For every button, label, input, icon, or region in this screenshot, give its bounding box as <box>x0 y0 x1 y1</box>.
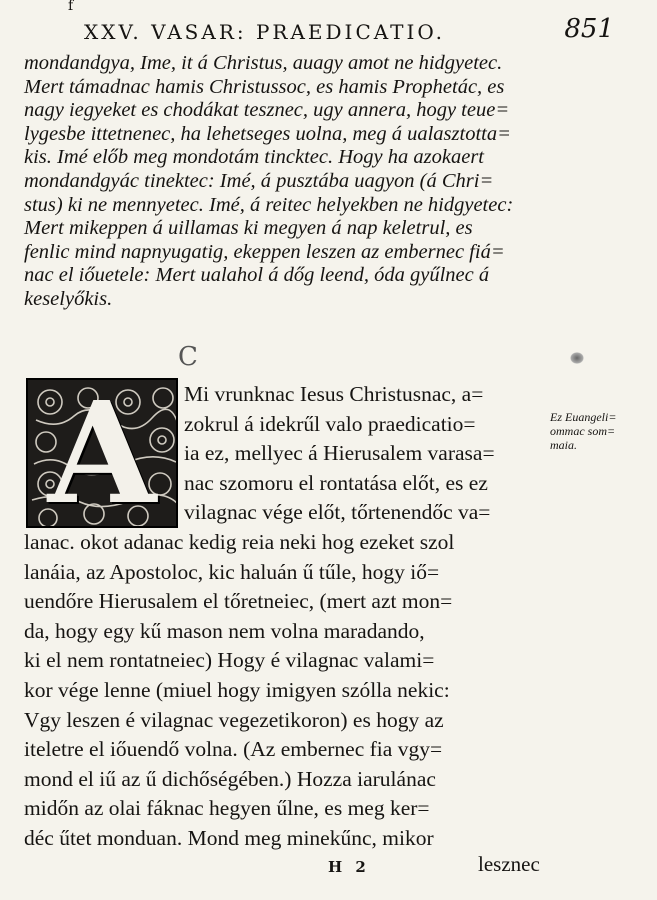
text-line: Mert mikeppen á uillamas ki megyen á nap keletrul, es <box>24 217 473 240</box>
text-line: Mi vrunknac Iesus Christusnac, a= <box>184 382 484 406</box>
sermon-paragraph <box>24 380 554 854</box>
catchword: lesznec <box>478 852 540 876</box>
italic-scripture-passage <box>24 52 559 312</box>
text-line: vilagnac vége előt, tőrtenendőc va= <box>184 500 491 525</box>
text-line: lanáia, az Apostoloc, kic haluán ű tűle, hogy iő= <box>24 559 440 584</box>
signature-mark: H 2 <box>328 858 370 876</box>
marginal-note <box>550 410 650 452</box>
text-line: keselyőkis. <box>24 287 113 310</box>
margin-note-line: maia. <box>550 438 577 452</box>
text-line: uendőre Hierusalem el tőretneiec, (mert azt mon= <box>24 589 453 614</box>
text-line: Mert támadnac hamis Christussoc, es hamis Prophetác, es <box>24 75 505 98</box>
text-line: Vgy leszen é vilagnac vegezetikoron) es hogy az <box>24 707 444 732</box>
text-line: mondandgyác tinektec: Imé, á pusztába uagyon (á Chri= <box>24 169 494 192</box>
page-number: 851 <box>564 14 614 44</box>
text-line: kis. Imé előb meg mondotám tincktec. Hogy ha azokaert <box>24 146 484 169</box>
text-line: déc űtet monduan. Mond meg minekűnc, mikor <box>24 825 434 850</box>
text-line: lygesbe ittetnenec, ha lehetseges uolna, meg á ualasztotta= <box>24 122 511 145</box>
text-line: iteletre el iőuendő volna. (Az embernec fia vgy= <box>24 737 443 762</box>
text-line: fenlic mind napnyugatig, ekeppen leszen az embernec fiá= <box>24 240 505 263</box>
ink-blot <box>570 352 584 364</box>
text-line: mond el iű az ű dichőségében.) Hozza iarulánac <box>24 766 436 791</box>
text-line: kor vége lenne (miuel hogy imigyen szólla nekic: <box>24 677 450 702</box>
margin-note-line: ommac som= <box>550 424 616 438</box>
text-line: ki el nem rontatneiec) Hogy é vilagnac valami= <box>24 648 435 673</box>
text-line: midőn az olai fáknac hegyen űlne, es meg ker= <box>24 796 430 821</box>
text-line: nac szomoru el rontatása előt, es ez <box>184 470 488 495</box>
text-line: ia ez, mellyec á Hierusalem varasa= <box>184 441 495 466</box>
text-line: nac el iőuetele: Mert ualahol á dőg leend, óda gyűlnec á <box>24 264 490 287</box>
text-line: lanac. okot adanac kedig reia neki hog ezeket szol <box>24 529 455 554</box>
initial-letter: A <box>47 378 157 528</box>
text-line: mondandgya, Ime, it á Christus, auagy amot ne hidgyetec. <box>24 52 503 74</box>
text-line: da, hogy egy kű mason nem volna maradando, <box>24 618 425 643</box>
stray-ink-mark: C <box>178 342 198 372</box>
text-line: stus) ki ne mennyetec. Imé, á reitec helyekben ne hidgyetec: <box>24 193 514 216</box>
text-line: zokrul á idekrűl valo praedicatio= <box>184 411 476 436</box>
page-header <box>60 0 620 48</box>
header-mark: f <box>68 0 74 14</box>
running-title: XXV. VASAR: PRAEDICATIO. <box>84 20 445 44</box>
margin-note-line: Ez Euangeli= <box>550 410 617 424</box>
text-line: nagy iegyeket es chodákat tesznec, ugy annera, hogy teue= <box>24 99 510 122</box>
